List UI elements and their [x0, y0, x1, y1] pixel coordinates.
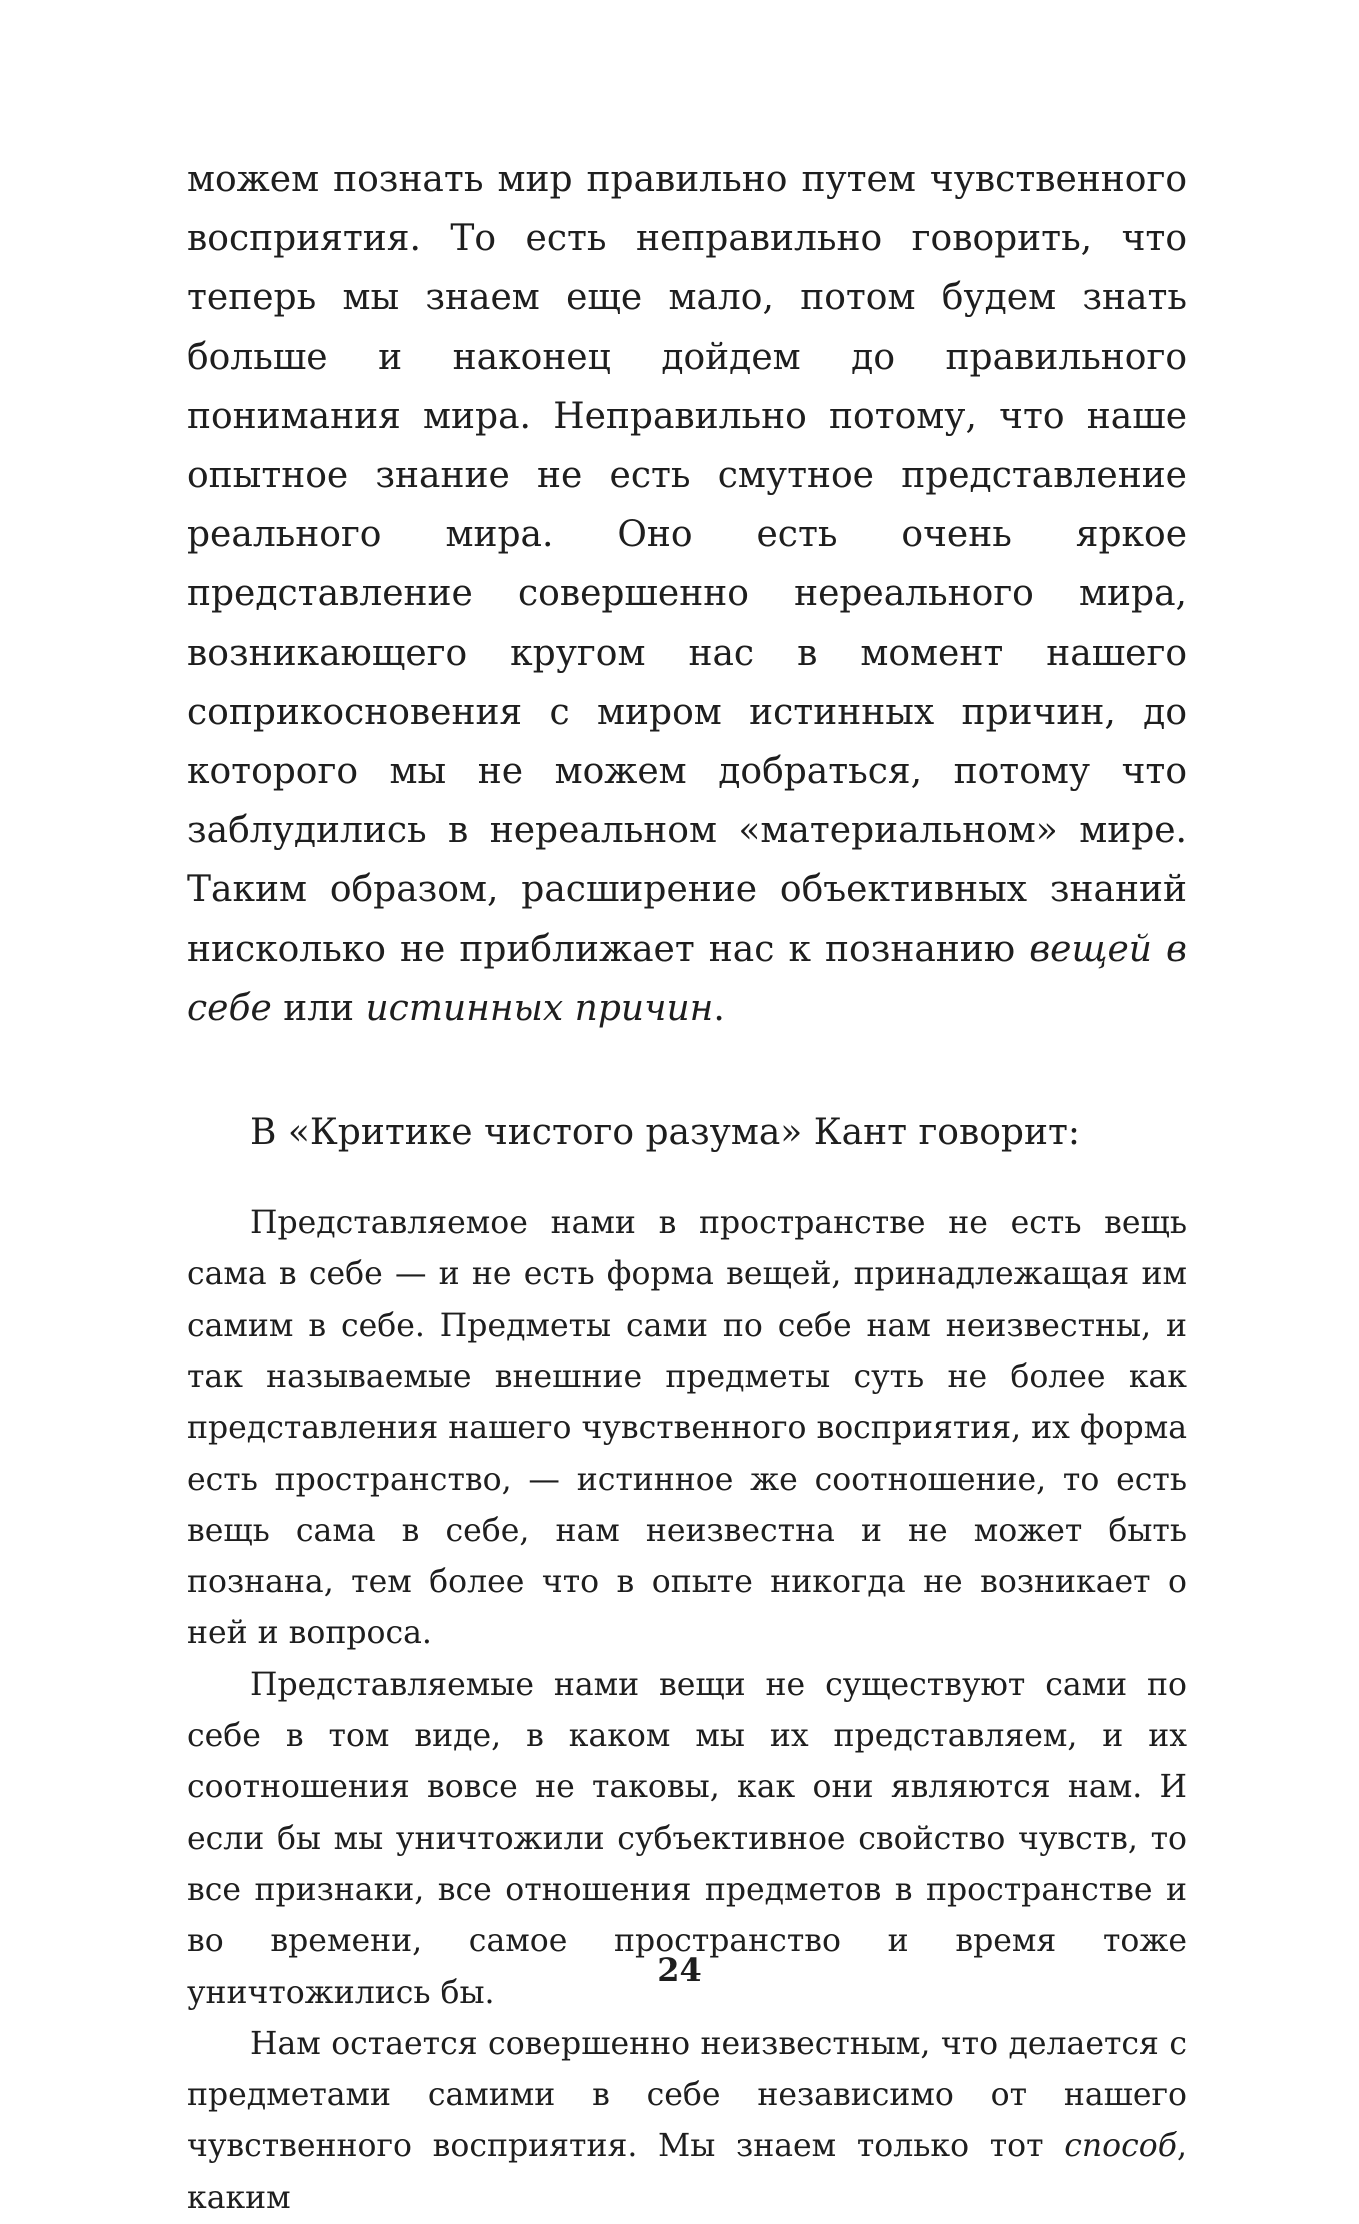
main-paragraph-text-2: или [271, 987, 366, 1029]
page-body [187, 150, 1187, 2224]
quote-paragraph-2: Представляемые нами вещи не существуют сами по себе в том виде, в каком мы их представляем, и их соотношения вовсе не таковы, как они являются нам. И если бы мы уничтожили субъективное свойство чувств, то все признаки, все отношения предметов в пространстве и во времени, самое пространство и время тоже уничтожились бы. [187, 1666, 1187, 2011]
main-paragraph [187, 150, 1187, 1038]
page-number: 24 [657, 1951, 702, 1989]
quote-paragraph-3-italic: способ [1064, 2128, 1177, 2165]
quote-paragraph-3 [187, 2019, 1187, 2224]
quote-intro-line: В «Критике чистого разума» Кант говорит: [250, 1112, 1081, 1154]
main-paragraph-text-3: . [713, 987, 725, 1029]
main-paragraph-italic-1: вещей в себе [187, 928, 1187, 1029]
main-paragraph-italic-2: истинных причин [365, 987, 714, 1029]
main-paragraph-text-1: можем познать мир правильно путем чувственного восприятия. То есть неправильно говорить, что теперь мы знаем еще мало, потом будем знать больше и наконец дойдем до правильного понимания мира. Неправильно потому, что наше опытное знание не есть смутное представление реального мира. Оно есть очень яркое представление совершенно нереального мира, возникающего кругом нас в момент нашего соприкосновения с миром истинных причин, до которого мы не можем добраться, потому что заблудились в нереальном «материальном» мире. Таким образом, расширение объективных знаний нисколько не приближает нас к познанию [187, 159, 1187, 970]
quote-paragraph-1: Представляемое нами в пространстве не есть вещь сама в себе — и не есть форма вещей, принадлежащая им самим в себе. Предметы сами по себе нам неизвестны, и так называемые внешние предметы суть не более как представления нашего чувственного восприятия, их форма есть пространство, — истинное же соотношение, то есть вещь сама в себе, нам неизвестна и не может быть познана, тем более что в опыте никогда не возникает о ней и вопроса. [187, 1205, 1187, 1652]
quote-paragraph-3-text-1: Нам остается совершенно неизвестным, что делается с предметами самими в себе независимо от нашего чувственного восприятия. Мы знаем только тот [187, 2025, 1187, 2165]
kant-quote [187, 1198, 1187, 2224]
quote-paragraph-3-text-2: , каким [187, 2128, 1187, 2216]
